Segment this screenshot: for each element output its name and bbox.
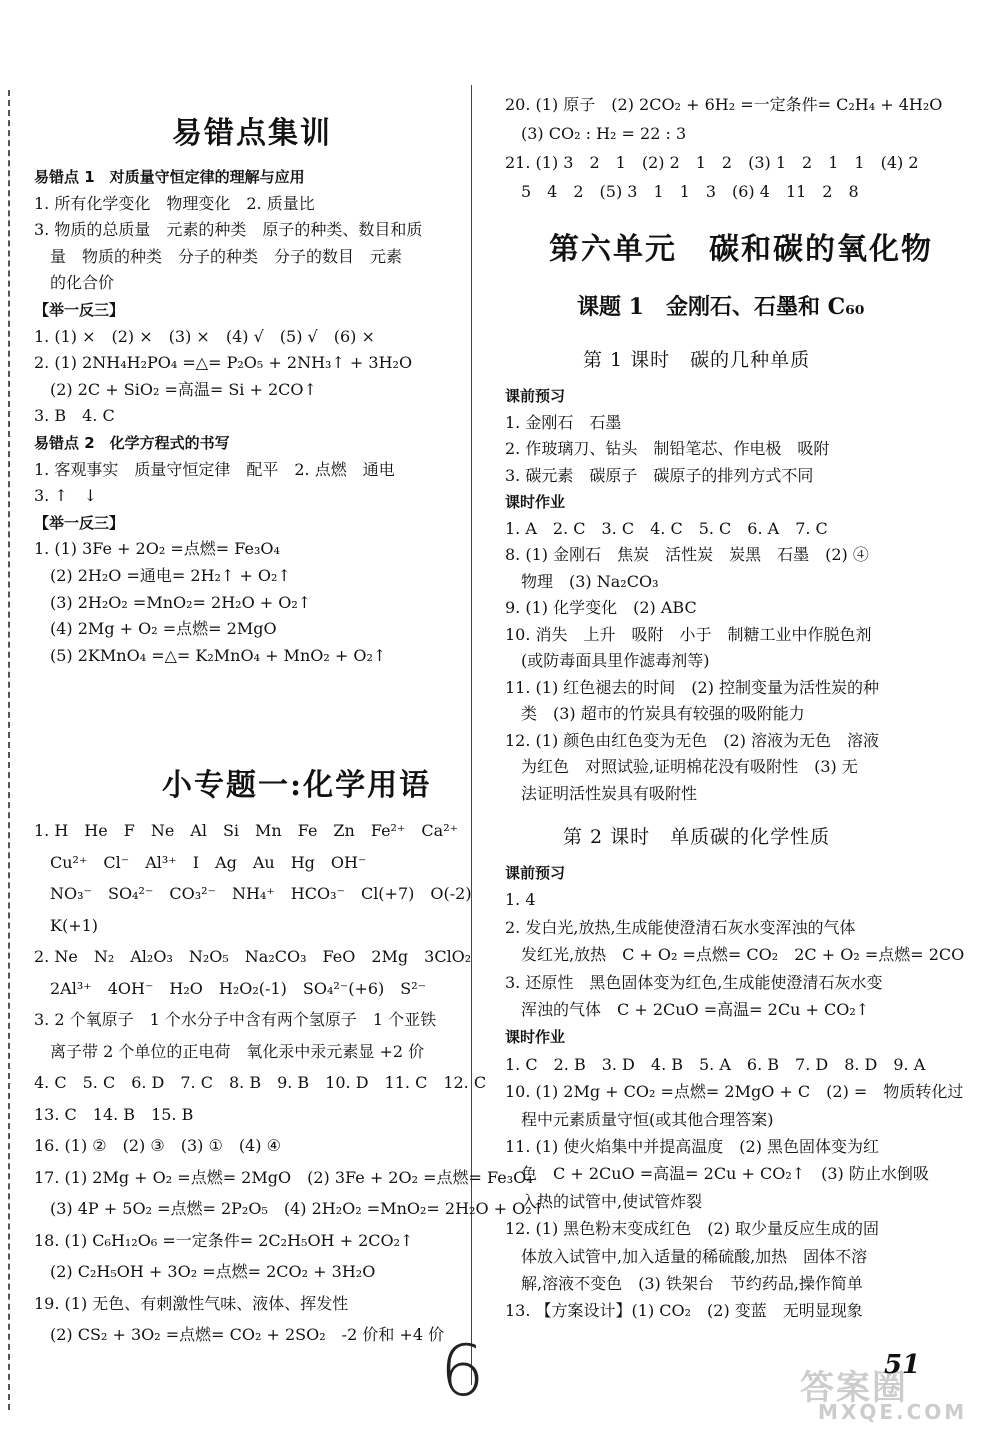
answer-line: 1. 金刚石 石墨 — [505, 412, 622, 432]
answer-line: (4) 2Mg + O₂ =点燃= 2MgO — [34, 619, 277, 639]
answer-line: (2) 2H₂O =通电= 2H₂↑ + O₂↑ — [34, 566, 291, 585]
answer-line: 19. (1) 无色、有刺激性气味、液体、挥发性 — [34, 1293, 349, 1313]
subsection-heading: 课前预习 — [505, 387, 566, 405]
answer-line: 为红色 对照试验,证明棉花没有吸附性 (3) 无 — [505, 757, 858, 776]
subsection-heading: 课前预习 — [505, 864, 566, 882]
answer-line: 5 4 2 (5) 3 1 1 3 (6) 4 11 2 8 — [505, 182, 859, 201]
answer-line: 程中元素质量守恒(或其他合理答案) — [505, 1109, 774, 1129]
answer-line: 10. 消失 上升 吸附 小于 制糖工业中作脱色剂 — [505, 624, 872, 644]
column-divider — [471, 85, 472, 1385]
watermark-url: MXQE.COM — [818, 1400, 968, 1424]
answer-line: 12. (1) 黑色粉末变成红色 (2) 取少量反应生成的固 — [505, 1219, 880, 1239]
answer-line: 的化合价 — [34, 273, 115, 293]
answer-line: (2) C₂H₅OH + 3O₂ =点燃= 2CO₂ + 3H₂O — [34, 1262, 376, 1281]
answer-line: (5) 2KMnO₄ =△= K₂MnO₄ + MnO₂ + O₂↑ — [34, 645, 387, 665]
answer-line: (3) CO₂ : H₂ = 22 : 3 — [505, 124, 687, 143]
answer-line: (或防毒面具里作滤毒剂等) — [505, 651, 710, 670]
special-topic-title: 小专题一:化学用语 — [162, 768, 432, 803]
answer-line: (2) CS₂ + 3O₂ =点燃= CO₂ + 2SO₂ -2 价和 +4 价 — [34, 1325, 445, 1344]
answer-line: 11. (1) 红色褪去的时间 (2) 控制变量为活性炭的种 — [505, 677, 880, 697]
answer-line: 13. C 14. B 15. B — [34, 1104, 194, 1124]
lesson-title: 第 2 课时 单质碳的化学性质 — [563, 826, 831, 848]
topic-title: 课题 1 金刚石、石墨和 C₆₀ — [577, 294, 865, 320]
answer-line: 3. B 4. C — [34, 406, 115, 426]
answer-line: 1. 所有化学变化 物理变化 2. 质量比 — [34, 193, 315, 213]
answer-line: 4. C 5. C 6. D 7. C 8. B 9. B 10. D 11. C 12. C — [34, 1073, 487, 1092]
lesson-title: 第 1 课时 碳的几种单质 — [583, 349, 811, 371]
answer-line: (3) 2H₂O₂ =MnO₂= 2H₂O + O₂↑ — [34, 592, 312, 612]
answer-line: 类 (3) 超市的竹炭具有较强的吸附能力 — [505, 704, 805, 723]
answer-line: 色 C + 2CuO =高温= 2Cu + CO₂↑ (3) 防止水倒吸 — [505, 1164, 929, 1184]
answer-line: 8. (1) 金刚石 焦炭 活性炭 炭黑 石墨 (2) ④ — [505, 545, 869, 564]
answer-line: 10. (1) 2Mg + CO₂ =点燃= 2MgO + C (2) = 物质转化过 — [505, 1082, 964, 1102]
watermark-logo: 答案圈 — [800, 1368, 908, 1408]
answer-line: 体放入试管中,加入适量的稀硫酸,加热 固体不溶 — [505, 1246, 868, 1266]
answer-line: 1. 4 — [505, 890, 536, 910]
answer-line: 1. (1) 3Fe + 2O₂ =点燃= Fe₃O₄ — [34, 539, 280, 559]
answer-line: 2. 发白光,放热,生成能使澄清石灰水变浑浊的气体 — [505, 917, 856, 937]
answer-line: 量 物质的种类 分子的种类 分子的数目 元素 — [34, 246, 403, 266]
answer-line: 发红光,放热 C + O₂ =点燃= CO₂ 2C + O₂ =点燃= 2CO — [505, 945, 965, 965]
subsection-heading: 【举一反三】 — [34, 301, 125, 319]
answer-line: 3. 碳元素 碳原子 碳原子的排列方式不同 — [505, 465, 814, 485]
answer-line: 1. (1) × (2) × (3) × (4) √ (5) √ (6) × — [34, 326, 375, 346]
answer-line: Cu²⁺ Cl⁻ Al³⁺ I Ag Au Hg OH⁻ — [34, 852, 367, 872]
answer-line: 解,溶液不变色 (3) 铁架台 节约药品,操作简单 — [505, 1274, 863, 1293]
answer-line: 20. (1) 原子 (2) 2CO₂ + 6H₂ =一定条件= C₂H₄ + 4H₂O — [505, 95, 943, 114]
answer-line: (3) 4P + 5O₂ =点燃= 2P₂O₅ (4) 2H₂O₂ =MnO₂= 2H₂O + O₂↑ — [34, 1199, 546, 1218]
unit-title: 第六单元 碳和碳的氧化物 — [549, 232, 933, 267]
answer-line: 1. 客观事实 质量守恒定律 配平 2. 点燃 通电 — [34, 459, 395, 479]
answer-line: 2. (1) 2NH₄H₂PO₄ =△= P₂O₅ + 2NH₃↑ + 3H₂O — [34, 353, 413, 373]
answer-line: 1. A 2. C 3. C 4. C 5. C 6. A 7. C — [505, 518, 828, 538]
answer-line: NO₃⁻ SO₄²⁻ CO₃²⁻ NH₄⁺ HCO₃⁻ Cl(+7) O(-2) — [34, 884, 472, 903]
answer-line: 浑浊的气体 C + 2CuO =高温= 2Cu + CO₂↑ — [505, 1000, 870, 1019]
answer-line: 17. (1) 2Mg + O₂ =点燃= 2MgO (2) 3Fe + 2O₂ =点燃= Fe₃O₄ — [34, 1167, 533, 1187]
subsection-heading: 【举一反三】 — [34, 513, 125, 532]
answer-line: 13. 【方案设计】(1) CO₂ (2) 变蓝 无明显现象 — [505, 1301, 863, 1321]
handwritten-mark: 6 — [440, 1330, 485, 1412]
subsection-heading: 易错点 1 对质量守恒定律的理解与应用 — [34, 168, 305, 186]
answer-line: 物理 (3) Na₂CO₃ — [505, 571, 659, 591]
answer-line: 1. C 2. B 3. D 4. B 5. A 6. B 7. D 8. D 9. A — [505, 1054, 926, 1074]
section-title: 易错点集训 — [172, 116, 332, 151]
subsection-heading: 易错点 2 化学方程式的书写 — [34, 434, 230, 452]
answer-line: 入热的试管中,使试管炸裂 — [505, 1191, 703, 1211]
answer-line: 法证明活性炭具有吸附性 — [505, 783, 698, 803]
answer-line: 12. (1) 颜色由红色变为无色 (2) 溶液为无色 溶液 — [505, 730, 880, 750]
answer-line: (2) 2C + SiO₂ =高温= Si + 2CO↑ — [34, 379, 317, 399]
answer-line: 21. (1) 3 2 1 (2) 2 1 2 (3) 1 2 1 1 (4) 2 — [505, 153, 919, 172]
answer-line: 2. 作玻璃刀、钻头 制铅笔芯、作电极 吸附 — [505, 439, 830, 458]
answer-line: 离子带 2 个单位的正电荷 氧化汞中汞元素显 +2 价 — [34, 1041, 425, 1061]
answer-line: 2Al³⁺ 4OH⁻ H₂O H₂O₂(-1) SO₄²⁻(+6) S²⁻ — [34, 978, 427, 998]
answer-line: 9. (1) 化学变化 (2) ABC — [505, 598, 697, 617]
answer-line: 3. ↑ ↓ — [34, 486, 98, 506]
binding-margin-line — [8, 90, 10, 1410]
answer-line: 3. 物质的总质量 元素的种类 原子的种类、数目和质 — [34, 220, 423, 240]
answer-line: K(+1) — [34, 915, 99, 935]
answer-line: 3. 还原性 黑色固体变为红色,生成能使澄清石灰水变 — [505, 972, 883, 992]
answer-line: 2. Ne N₂ Al₂O₃ N₂O₅ Na₂CO₃ FeO 2Mg 3ClO₂ — [34, 947, 472, 966]
answer-line: 11. (1) 使火焰集中并提高温度 (2) 黑色固体变为红 — [505, 1137, 880, 1156]
answer-line: 16. (1) ② (2) ③ (3) ① (4) ④ — [34, 1136, 281, 1155]
answer-line: 1. H He F Ne Al Si Mn Fe Zn Fe²⁺ Ca²⁺ — [34, 821, 459, 840]
answer-line: 18. (1) C₆H₁₂O₆ =一定条件= 2C₂H₅OH + 2CO₂↑ — [34, 1230, 414, 1250]
subsection-heading: 课时作业 — [505, 493, 566, 511]
answer-line: 3. 2 个氧原子 1 个水分子中含有两个氢原子 1 个亚铁 — [34, 1010, 437, 1029]
page-number: 51 — [884, 1350, 921, 1380]
subsection-heading: 课时作业 — [505, 1028, 566, 1047]
